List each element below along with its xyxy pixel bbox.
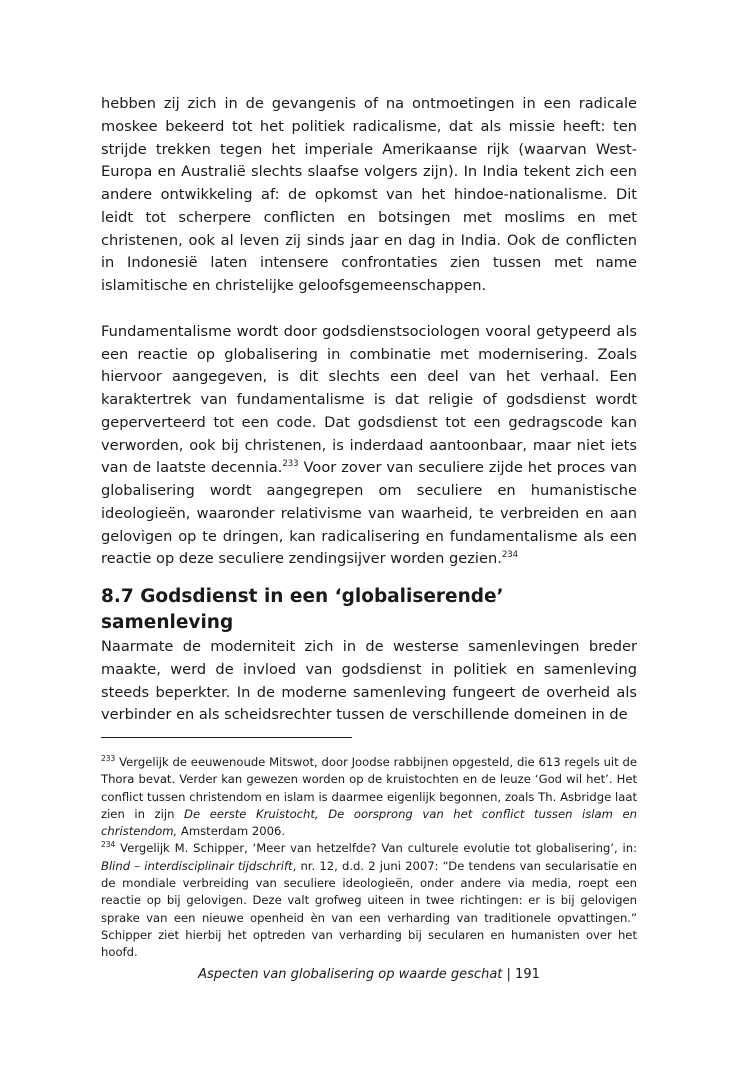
footnote-ref-233[interactable]: 233	[282, 459, 299, 470]
footnote-233	[101, 754, 637, 840]
footnote-234	[101, 840, 637, 961]
footnote-ref-234[interactable]: 234	[501, 550, 519, 561]
footnote-number: 234	[101, 840, 116, 850]
paragraph-2-part-1: Fundamentalisme wordt door godsdienstsociologen vooral getypeerd als een reactie op globalisering in combinatie met modernisering. Zoals hiervoor aangegeven, is dit slechts een deel van het verhaal. Een karaktertrek van fundamentalisme is dat religie of godsdienst wordt geperverteerd tot een code. Dat godsdienst tot een gedragscode kan verworden, ook bij christenen, is inderdaad aantoonbaar, maar niet iets van de laatste decennia.	[101, 322, 637, 477]
footnote-journal-title: Blind – interdisciplinair tijdschrift	[101, 858, 293, 873]
page-footer	[0, 966, 738, 984]
footnote-text: Amsterdam 2006.	[177, 824, 286, 839]
footnote-text: , nr. 12, d.d. 2 juni 2007: “De tendens van secularisatie en de mondiale verbreiding van seculiere ideologieën, onder andere via media, roept een reactie op bij gelovigen. Deze valt grofweg uiteen in twee richtingen: er is bij gelovigen sprake van een nieuwe openheid èn van een verharding van traditionele opvattingen.” Schipper ziet hierbij het optreden van verharding bij secularen en humanisten over het hoofd.	[101, 858, 638, 960]
paragraph-2-part-2: Voor zover van seculiere zijde het proces van globalisering wordt aangegrepen om seculiere en humanistische ideologieën, waaronder relativisme van waarheid, te verbreiden en aan gelovigen op te dringen, kan radicalisering en fundamentalisme als een reactie op deze seculiere zendingsijver worden gezien.	[101, 459, 637, 568]
footnote-divider	[101, 737, 352, 738]
body-paragraph-2	[101, 321, 637, 571]
page-number: 191	[515, 967, 540, 982]
page-body	[101, 93, 637, 962]
running-title: Aspecten van globalisering op waarde geschat	[198, 967, 503, 982]
footnote-book-title: De eerste Kruistocht, De oorsprong van het conflict tussen islam en christendom,	[101, 806, 637, 839]
section-heading: 8.7 Godsdienst in een ‘globaliserende’ samenleving	[101, 586, 504, 633]
footnote-text: Vergelijk de eeuwenoude Mitswot, door Joodse rabbijnen opgesteld, die 613 regels uit de Thora bevat. Verder kan gewezen worden op de kruistochten en de leuze ‘God wil het’. Het conflict tussen christendom en islam is daarmee eigenlijk begonnen, zoals Th. Asbridge laat zien in zijn	[101, 755, 637, 821]
body-paragraph-3: Naarmate de moderniteit zich in de westerse samenlevingen breder maakte, werd de invloed van godsdienst in politiek en samenleving steeds beperkter. In de moderne samenleving fungeert de overheid als verbinder en als scheidsrechter tussen de verschillende domeinen in de	[101, 638, 637, 724]
footnote-number: 233	[101, 754, 116, 764]
footnote-text: Vergelijk M. Schipper, ‘Meer van hetzelfde? Van culturele evolutie tot globalisering’, in:	[115, 841, 637, 856]
footer-separator: |	[502, 967, 516, 982]
body-paragraph-1: hebben zij zich in de gevangenis of na ontmoetingen in een radicale moskee bekeerd tot het politiek radicalisme, dat als missie heeft: ten strijde trekken tegen het imperiale Amerikaanse rijk (waarvan West-Europa en Australië slechts slaafse volgers zijn). In India tekent zich een andere ontwikkeling af: de opkomst van het hindoe-nationalisme. Dit leidt tot scherpere conflicten en botsingen met moslims en met christenen, ook al leven zij sinds jaar en dag in India. Ook de conflicten in Indonesië laten intensere confrontaties zien tussen met name islamitische en christelijke geloofsgemeenschappen.	[101, 95, 637, 294]
